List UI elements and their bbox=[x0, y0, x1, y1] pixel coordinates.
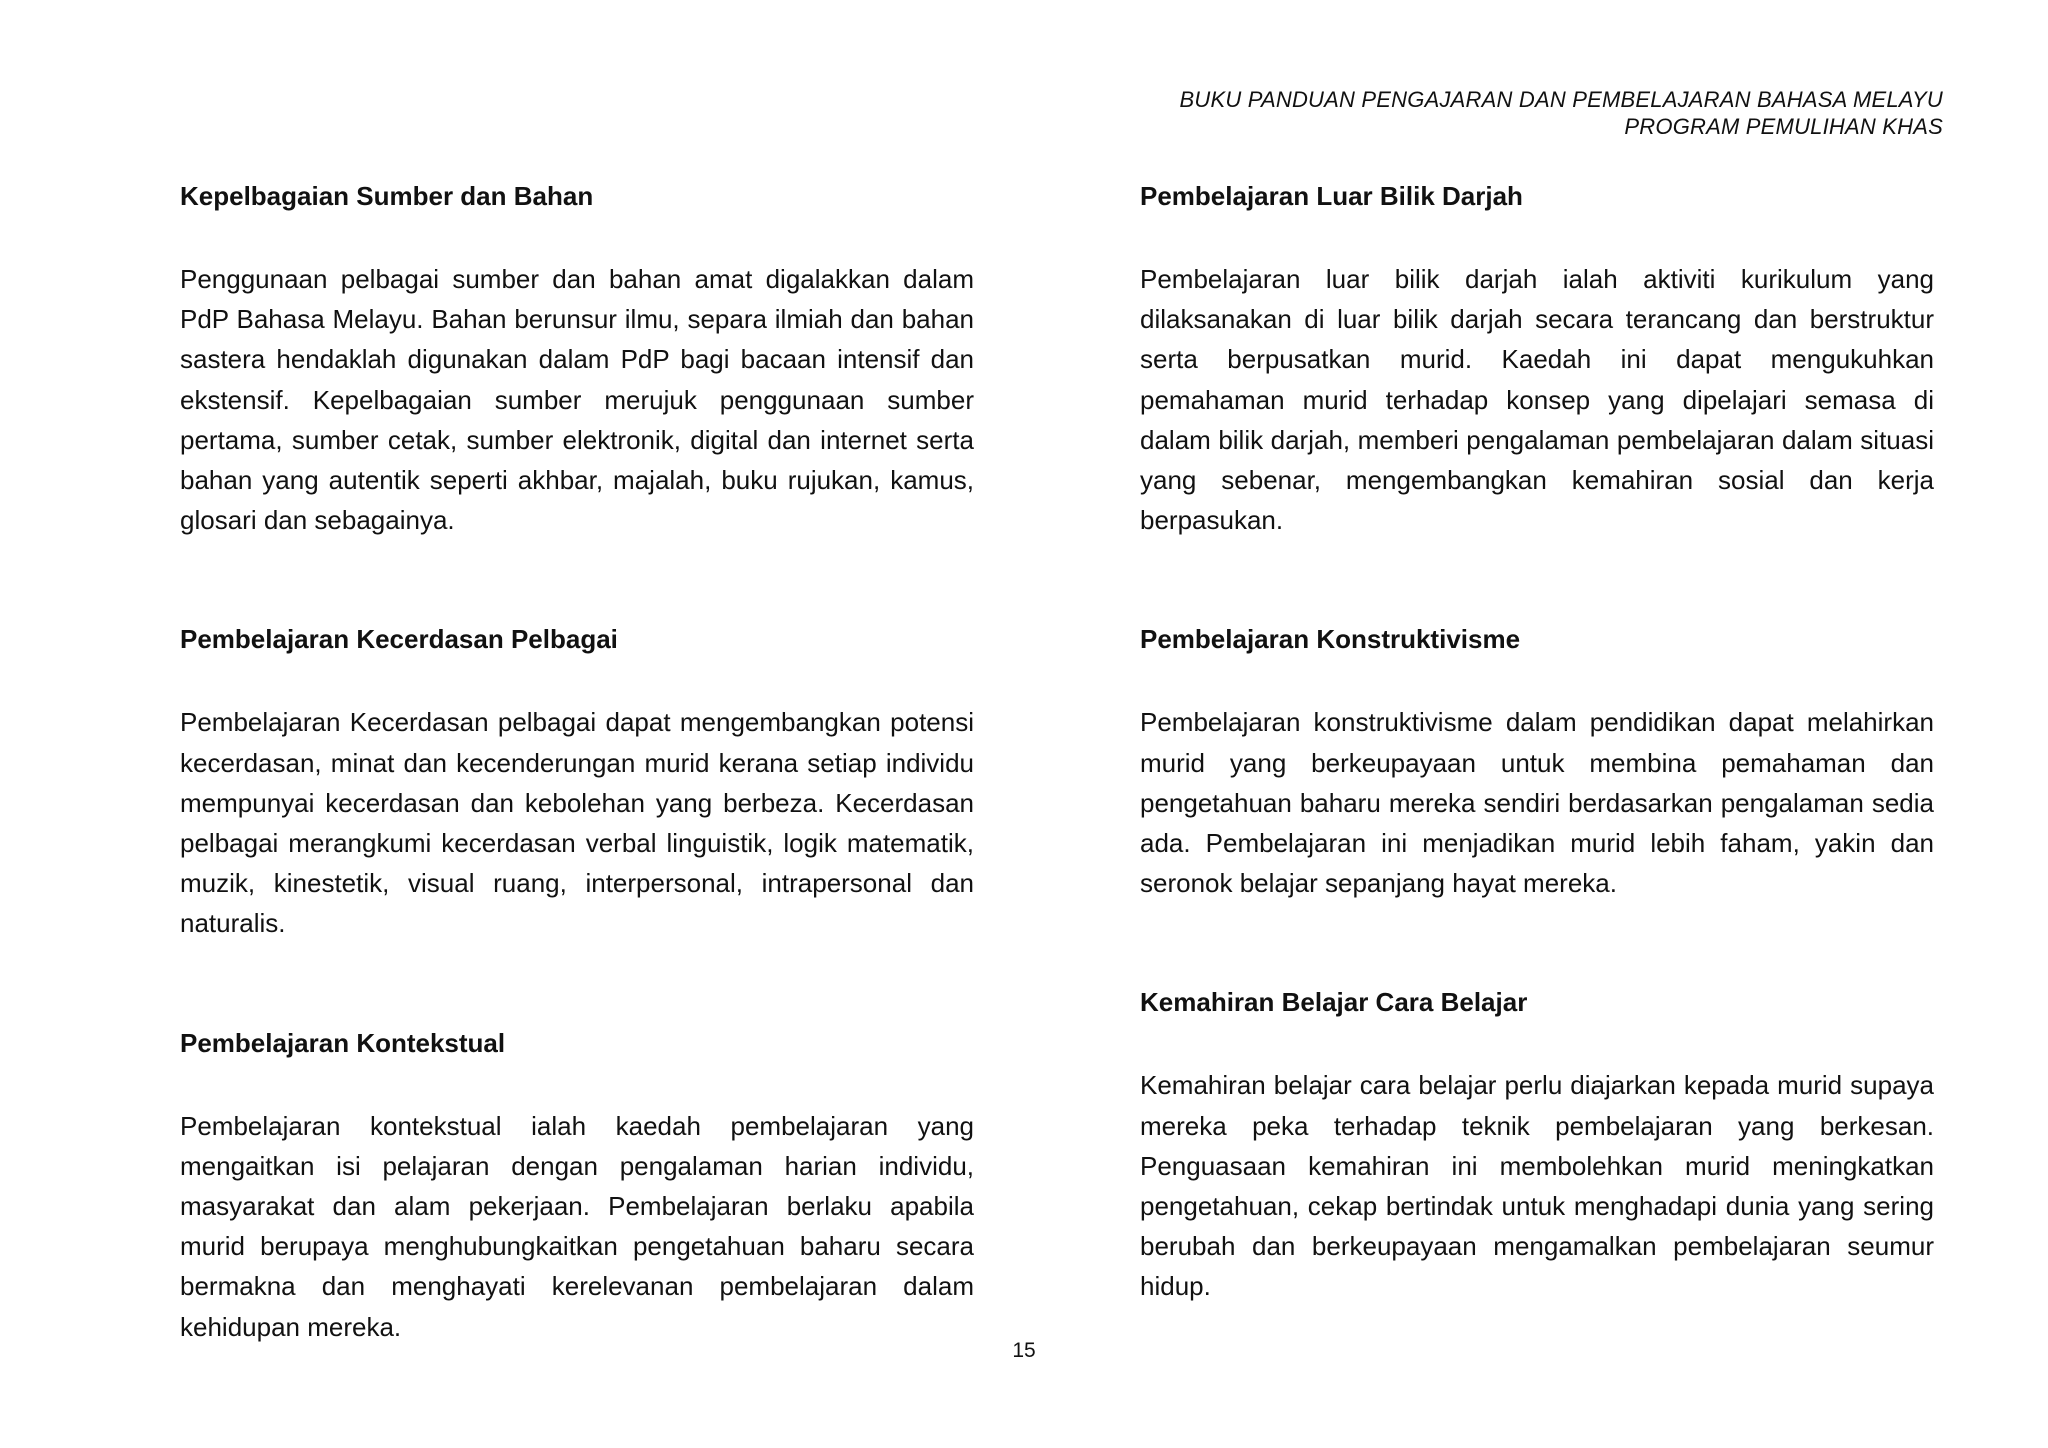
page-number: 15 bbox=[1012, 1339, 1036, 1362]
section-kecerdasan-pelbagai bbox=[180, 621, 974, 943]
running-header-line-2: PROGRAM PEMULIHAN KHAS bbox=[1624, 114, 1943, 139]
section-kontekstual bbox=[180, 1025, 974, 1347]
section-body: Pembelajaran kontekstual ialah kaedah pembelajaran yang mengaitkan isi pelajaran dengan pengalaman harian individu, masyarakat dan alam pekerjaan. Pembelajaran berlaku apabila murid berupaya menghubungkaitkan pengetahuan baharu secara bermakna dan menghayati kerelevanan pembelajaran dalam kehidupan mereka. bbox=[180, 1110, 974, 1342]
section-body: Kemahiran belajar cara belajar perlu diajarkan kepada murid supaya mereka peka terhadap teknik pembelajaran yang berkesan. Penguasaan kemahiran ini membolehkan murid meningkatkan pengetahuan, cekap bertindak untuk menghadapi dunia yang sering berubah dan berkeupayaan mengamalkan pembelajaran seumur hidup. bbox=[1140, 1070, 1934, 1302]
section-belajar-cara-belajar bbox=[1140, 984, 1934, 1306]
section-body: Penggunaan pelbagai sumber dan bahan amat digalakkan dalam PdP Bahasa Melayu. Bahan berunsur ilmu, separa ilmiah dan bahan sastera hendaklah digunakan dalam PdP bagi bacaan intensif dan ekstensif. Kepelbagaian sumber merujuk penggunaan sumber pertama, sumber cetak, sumber elektronik, digital dan internet serta bahan yang autentik seperti akhbar, majalah, buku rujukan, kamus, glosari dan sebagainya. bbox=[180, 264, 974, 536]
section-konstruktivisme bbox=[1140, 621, 1934, 903]
section-title: Pembelajaran Kontekstual bbox=[180, 1027, 506, 1058]
running-header-line-1: BUKU PANDUAN PENGAJARAN DAN PEMBELAJARAN BAHASA MELAYU bbox=[1179, 87, 1943, 112]
section-body: Pembelajaran konstruktivisme dalam pendidikan dapat melahirkan murid yang berkeupayaan untuk membina pemahaman dan pengetahuan baharu mereka sendiri berdasarkan pengalaman sedia ada. Pembelajaran ini menjadikan murid lebih faham, yakin dan seronok belajar sepanjang hayat mereka. bbox=[1140, 707, 1934, 899]
section-luar-bilik-darjah bbox=[1140, 178, 1934, 540]
section-title: Kepelbagaian Sumber dan Bahan bbox=[180, 181, 594, 211]
left-column bbox=[180, 178, 974, 1347]
section-kepelbagaian-sumber bbox=[180, 178, 974, 540]
running-header bbox=[1180, 86, 1943, 140]
right-column bbox=[1140, 178, 1934, 1307]
section-title: Pembelajaran Konstruktivisme bbox=[1140, 624, 1521, 655]
section-title: Pembelajaran Luar Bilik Darjah bbox=[1140, 181, 1523, 211]
section-body: Pembelajaran Kecerdasan pelbagai dapat mengembangkan potensi kecerdasan, minat dan kecenderungan murid kerana setiap individu mempunyai kecerdasan dan kebolehan yang berbeza. Kecerdasan pelbagai merangkumi kecerdasan verbal linguistik, logik matematik, muzik, kinestetik, visual ruang, interpersonal, intrapersonal dan naturalis. bbox=[180, 707, 974, 939]
section-title: Pembelajaran Kecerdasan Pelbagai bbox=[180, 624, 618, 655]
section-body: Pembelajaran luar bilik darjah ialah aktiviti kurikulum yang dilaksanakan di luar bilik darjah secara terancang dan berstruktur serta berpusatkan murid. Kaedah ini dapat mengukuhkan pemahaman murid terhadap konsep yang dipelajari semasa di dalam bilik darjah, memberi pengalaman pembelajaran dalam situasi yang sebenar, mengembangkan kemahiran sosial dan kerja berpasukan. bbox=[1140, 264, 1934, 536]
section-title: Kemahiran Belajar Cara Belajar bbox=[1140, 987, 1528, 1018]
